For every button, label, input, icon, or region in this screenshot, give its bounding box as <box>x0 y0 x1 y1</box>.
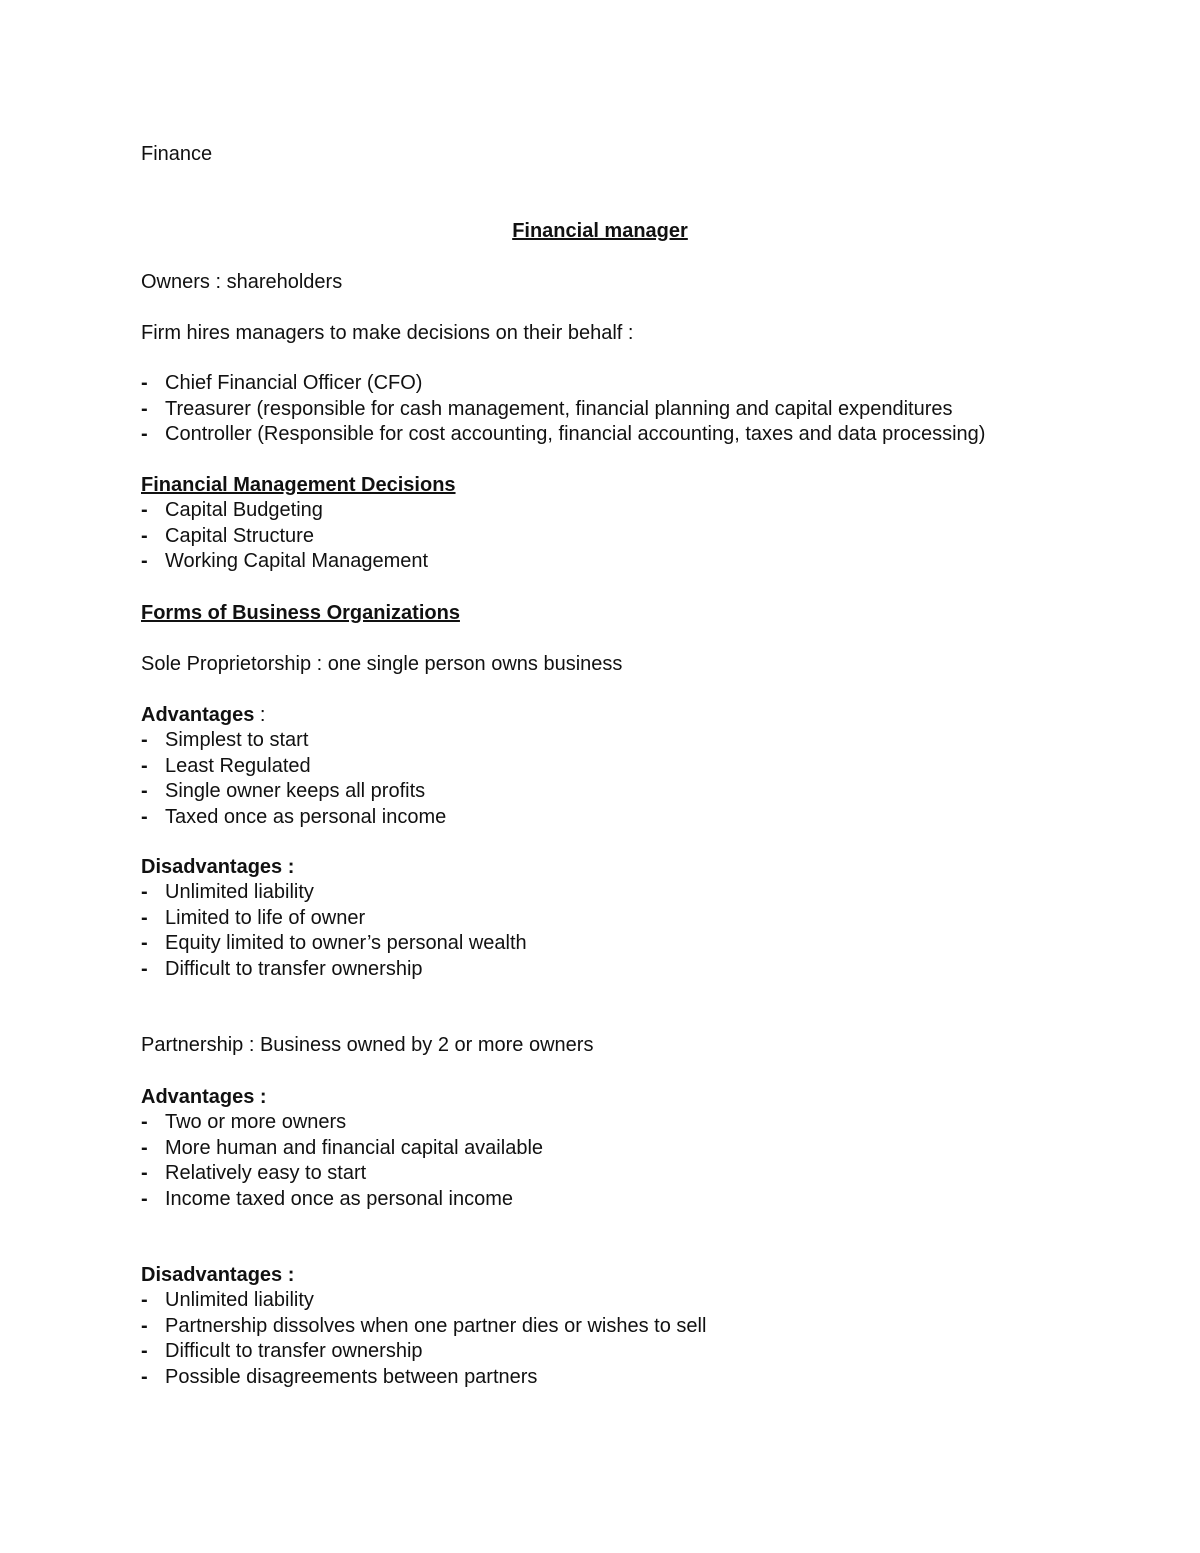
partnership-advantages-list <box>0 1110 1200 1212</box>
partnership-advantages-heading: Advantages : <box>141 1086 267 1108</box>
bullet-dash: - <box>141 729 148 751</box>
list-item <box>0 1339 1200 1365</box>
list-item <box>0 931 1200 957</box>
bullet-dash: - <box>141 906 148 929</box>
list-item-text: Working Capital Management <box>165 550 429 572</box>
decisions-list <box>0 498 1200 575</box>
list-item-text: Difficult to transfer ownership <box>165 1340 423 1362</box>
sole-advantages-heading <box>141 703 266 729</box>
list-item <box>0 1187 1200 1213</box>
sole-disadvantages-list <box>0 880 1200 982</box>
list-item-text: Controller (Responsible for cost accounting, financial accounting, taxes and data processing) <box>165 423 986 445</box>
owners-line: Owners : shareholders <box>141 271 343 293</box>
partnership-disadvantages-heading: Disadvantages : <box>141 1264 295 1286</box>
bullet-dash: - <box>141 423 148 445</box>
sole-disadvantages-heading: Disadvantages : <box>141 856 295 878</box>
list-item-text: Two or more owners <box>165 1111 347 1133</box>
list-item <box>0 957 1200 983</box>
section-heading-decisions: Financial Management Decisions <box>141 474 456 496</box>
list-item-text: Least Regulated <box>165 754 311 777</box>
list-item-text: Equity limited to owner’s personal wealth <box>165 932 527 954</box>
bullet-dash: - <box>141 499 148 521</box>
list-item-text: Taxed once as personal income <box>165 805 447 828</box>
list-item <box>0 498 1200 524</box>
list-item <box>0 1161 1200 1187</box>
firm-hires-line: Firm hires managers to make decisions on their behalf : <box>141 322 634 344</box>
bullet-dash: - <box>141 754 148 777</box>
sole-advantages-list <box>0 728 1200 830</box>
bullet-dash: - <box>141 1162 148 1184</box>
list-item <box>0 805 1200 831</box>
list-item <box>0 397 1200 423</box>
list-item-text: Capital Structure <box>165 524 314 547</box>
list-item-text: Income taxed once as personal income <box>165 1187 513 1210</box>
list-item-text: Capital Budgeting <box>165 499 323 521</box>
list-item <box>0 728 1200 754</box>
list-item <box>0 1314 1200 1340</box>
list-item <box>0 754 1200 780</box>
list-item <box>0 1288 1200 1314</box>
section-heading-financial-manager: Financial manager <box>512 220 688 242</box>
bullet-dash: - <box>141 524 148 547</box>
list-item-text: Chief Financial Officer (CFO) <box>165 372 423 394</box>
list-item-text: Difficult to transfer ownership <box>165 957 423 980</box>
list-item <box>0 1365 1200 1391</box>
list-item <box>0 1136 1200 1162</box>
list-item <box>0 779 1200 805</box>
bullet-dash: - <box>141 881 148 903</box>
bullet-dash: - <box>141 1365 148 1388</box>
bullet-dash: - <box>141 1340 148 1362</box>
bullet-dash: - <box>141 550 148 572</box>
list-item <box>0 549 1200 575</box>
partnership-definition: Partnership : Business owned by 2 or more owners <box>141 1034 594 1056</box>
list-item-text: Simplest to start <box>165 729 309 751</box>
managers-list <box>0 371 1200 448</box>
list-item-text: Partnership dissolves when one partner dies or wishes to sell <box>165 1314 707 1337</box>
list-item-text: Unlimited liability <box>165 1289 314 1311</box>
bullet-dash: - <box>141 932 148 954</box>
list-item <box>0 422 1200 448</box>
list-item <box>0 371 1200 397</box>
bullet-dash: - <box>141 397 148 420</box>
partnership-disadvantages-list <box>0 1288 1200 1390</box>
list-item <box>0 906 1200 932</box>
document-title: Finance <box>141 143 213 165</box>
sole-advantages-label: Advantages <box>141 704 255 726</box>
list-item-text: Single owner keeps all profits <box>165 780 426 802</box>
section-heading-forms: Forms of Business Organizations <box>141 602 460 624</box>
list-item <box>0 1110 1200 1136</box>
list-item-text: Limited to life of owner <box>165 906 366 929</box>
bullet-dash: - <box>141 780 148 802</box>
bullet-dash: - <box>141 1187 148 1210</box>
list-item-text: Unlimited liability <box>165 881 314 903</box>
list-item-text: More human and financial capital available <box>165 1136 544 1159</box>
bullet-dash: - <box>141 1111 148 1133</box>
list-item-text: Treasurer (responsible for cash management, financial planning and capital expenditures <box>165 397 953 420</box>
sole-proprietorship-definition: Sole Proprietorship : one single person owns business <box>141 653 623 675</box>
list-item-text: Possible disagreements between partners <box>165 1365 538 1388</box>
list-item <box>0 524 1200 550</box>
bullet-dash: - <box>141 957 148 980</box>
bullet-dash: - <box>141 805 148 828</box>
bullet-dash: - <box>141 1314 148 1337</box>
sole-advantages-colon: : <box>254 704 266 726</box>
bullet-dash: - <box>141 1136 148 1159</box>
list-item <box>0 880 1200 906</box>
bullet-dash: - <box>141 1289 148 1311</box>
list-item-text: Relatively easy to start <box>165 1162 367 1184</box>
bullet-dash: - <box>141 372 148 394</box>
